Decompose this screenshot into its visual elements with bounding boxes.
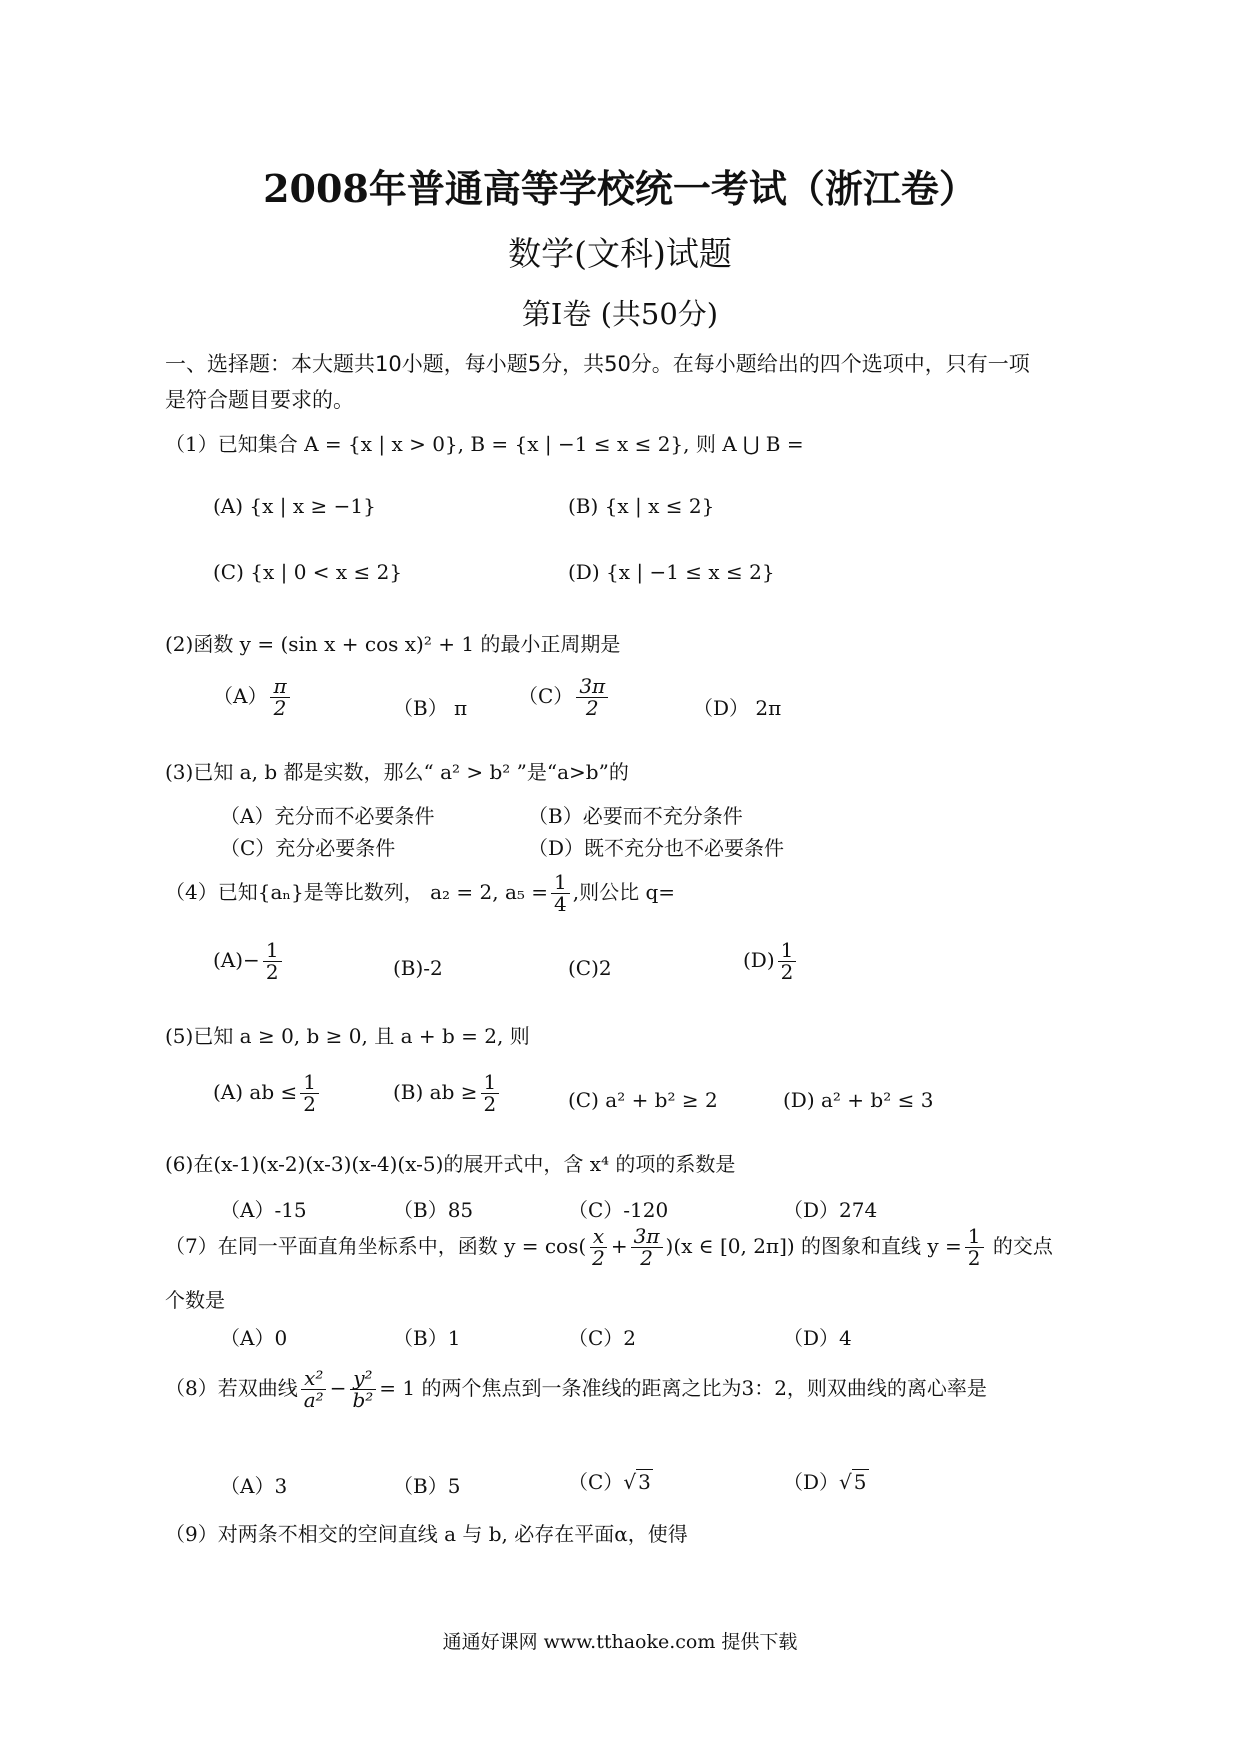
question-6-option-a: （A）-15 bbox=[220, 1198, 307, 1222]
question-1-option-c: (C) {x | 0 < x ≤ 2} bbox=[213, 560, 403, 584]
question-4-option-a-fraction bbox=[263, 940, 282, 983]
question-7-stem-end: 的交点 bbox=[986, 1234, 1053, 1258]
question-5-option-d: (D) a² + b² ≤ 3 bbox=[783, 1088, 934, 1112]
question-4-stem bbox=[165, 872, 675, 915]
question-4-option-a bbox=[213, 940, 285, 983]
question-8-option-a: （A）3 bbox=[220, 1474, 288, 1498]
question-7-fraction-2 bbox=[631, 1226, 663, 1269]
part-heading: 第Ⅰ卷 (共50分) bbox=[521, 297, 719, 331]
question-3-option-a: （A）充分而不必要条件 bbox=[220, 804, 435, 828]
question-8-fraction-1 bbox=[301, 1368, 327, 1411]
question-4-option-d-label: (D) bbox=[743, 948, 775, 972]
question-9-stem: （9）对两条不相交的空间直线 a 与 b, 必存在平面α，使得 bbox=[165, 1522, 688, 1546]
fraction-denominator: 2 bbox=[592, 1246, 605, 1270]
question-5-option-b-fraction bbox=[481, 1072, 500, 1115]
fraction-denominator: 4 bbox=[554, 892, 567, 916]
question-5-stem: (5)已知 a ≥ 0, b ≥ 0, 且 a + b = 2, 则 bbox=[165, 1024, 530, 1048]
question-6-option-d: （D）274 bbox=[783, 1198, 878, 1222]
fraction-denominator: 2 bbox=[303, 1092, 316, 1116]
page-footer: 通通好课网 www.tthaoke.com 提供下载 bbox=[442, 1631, 798, 1653]
fraction-denominator: 2 bbox=[483, 1092, 497, 1116]
fraction-numerator: y² bbox=[350, 1368, 375, 1390]
exam-title: 2008年普通高等学校统一考试（浙江卷） bbox=[263, 166, 977, 211]
question-7-fraction-1 bbox=[589, 1226, 608, 1269]
question-7-fraction-3 bbox=[965, 1226, 984, 1269]
sqrt-icon: √ 5 bbox=[839, 1470, 867, 1494]
exam-subtitle: 数学(文科)试题 bbox=[508, 234, 732, 273]
fraction-numerator: 1 bbox=[481, 1072, 500, 1094]
fraction-numerator: 1 bbox=[300, 1072, 319, 1094]
question-5-option-a-fraction bbox=[300, 1072, 319, 1115]
question-4-stem-start: （4）已知{aₙ}是等比数列， a₂ = 2, a₅ = bbox=[165, 880, 549, 904]
question-8-stem-end: = 1 的两个焦点到一条准线的距离之比为3：2，则双曲线的离心率是 bbox=[379, 1376, 987, 1400]
question-8-option-d bbox=[783, 1466, 869, 1495]
fraction-numerator: 3π bbox=[576, 676, 608, 698]
question-4-option-d bbox=[743, 940, 799, 983]
question-4-stem-end: ,则公比 q= bbox=[572, 880, 676, 904]
fraction-numerator: 3π bbox=[631, 1226, 663, 1248]
question-6-option-c: （C）-120 bbox=[568, 1198, 669, 1222]
fraction-denominator: 2 bbox=[273, 696, 287, 720]
question-8-option-b: （B）5 bbox=[393, 1474, 461, 1498]
question-5-option-a bbox=[213, 1072, 322, 1115]
question-7-option-d: （D）4 bbox=[783, 1326, 852, 1350]
question-2-option-c-fraction bbox=[576, 676, 608, 719]
question-5-option-a-label: (A) ab ≤ bbox=[213, 1080, 298, 1104]
fraction-denominator: 2 bbox=[640, 1246, 653, 1270]
question-8-fraction-2 bbox=[349, 1368, 376, 1411]
question-2-option-c-label: （C） bbox=[518, 684, 574, 708]
question-2-option-b: （B） π bbox=[393, 696, 468, 720]
question-4-option-c: (C)2 bbox=[568, 956, 612, 980]
question-2-option-a-fraction bbox=[270, 676, 289, 719]
question-1-option-d: (D) {x | −1 ≤ x ≤ 2} bbox=[568, 560, 775, 584]
question-8-stem bbox=[165, 1368, 987, 1411]
question-7-stem bbox=[165, 1226, 1053, 1269]
question-1-option-b: (B) {x | x ≤ 2} bbox=[568, 494, 715, 518]
fraction-numerator: 1 bbox=[965, 1226, 984, 1248]
fraction-denominator: 2 bbox=[967, 1246, 981, 1270]
fraction-denominator: 2 bbox=[585, 696, 599, 720]
question-7-option-c: （C）2 bbox=[568, 1326, 637, 1350]
fraction-numerator: π bbox=[270, 676, 289, 698]
question-4-option-b: (B)-2 bbox=[393, 956, 443, 980]
question-4-option-d-fraction bbox=[778, 940, 797, 983]
question-3-option-d: （D）既不充分也不必要条件 bbox=[528, 836, 785, 860]
question-5-option-c: (C) a² + b² ≥ 2 bbox=[568, 1088, 718, 1112]
question-7-option-a: （A）0 bbox=[220, 1326, 288, 1350]
question-6-option-b: （B）85 bbox=[393, 1198, 474, 1222]
question-4-stem-fraction bbox=[551, 872, 570, 915]
sqrt-icon: √ 3 bbox=[623, 1470, 651, 1494]
question-7-plus: + bbox=[610, 1234, 628, 1258]
question-3-option-c: （C）充分必要条件 bbox=[220, 836, 396, 860]
question-7-stem-line-2: 个数是 bbox=[165, 1288, 225, 1312]
question-5-option-b bbox=[393, 1072, 502, 1115]
question-2-option-c bbox=[518, 676, 611, 719]
radicand: 3 bbox=[638, 1470, 651, 1494]
radicand: 5 bbox=[853, 1470, 867, 1494]
question-8-option-c-label: （C） bbox=[568, 1470, 624, 1494]
fraction-denominator: 2 bbox=[265, 960, 279, 984]
section-instructions bbox=[165, 346, 1030, 418]
question-8-minus: − bbox=[329, 1376, 347, 1400]
question-7-option-b: （B）1 bbox=[393, 1326, 461, 1350]
question-4-option-a-label: (A)− bbox=[213, 948, 260, 972]
question-2-option-a bbox=[213, 676, 293, 719]
question-7-stem-start: （7）在同一平面直角坐标系中，函数 y = cos( bbox=[165, 1234, 587, 1258]
question-8-option-d-label: （D） bbox=[783, 1470, 840, 1494]
question-8-option-c bbox=[568, 1466, 653, 1495]
question-1-stem: （1）已知集合 A = {x | x > 0}, B = {x | −1 ≤ x ≤ 2}, 则 A ⋃ B = bbox=[165, 432, 804, 456]
fraction-numerator: 1 bbox=[263, 940, 282, 962]
fraction-denominator: a² bbox=[303, 1388, 324, 1412]
question-3-option-b: （B）必要而不充分条件 bbox=[528, 804, 743, 828]
question-2-option-d: （D） 2π bbox=[693, 696, 782, 720]
fraction-denominator: 2 bbox=[780, 960, 794, 984]
question-6-stem: (6)在(x-1)(x-2)(x-3)(x-4)(x-5)的展开式中，含 x⁴ 的项的系数是 bbox=[165, 1152, 736, 1176]
question-3-stem: (3)已知 a, b 都是实数，那么“ a² > b² ”是“a>b”的 bbox=[165, 760, 629, 784]
fraction-denominator: b² bbox=[352, 1388, 374, 1412]
instructions-line-1: 一、选择题：本大题共10小题，每小题5分，共50分。在每小题给出的四个选项中，只有一项 bbox=[165, 352, 1030, 376]
question-1-option-a: (A) {x | x ≥ −1} bbox=[213, 494, 376, 518]
question-8-stem-start: （8）若双曲线 bbox=[165, 1376, 298, 1400]
question-2-stem: (2)函数 y = (sin x + cos x)² + 1 的最小正周期是 bbox=[165, 632, 621, 656]
fraction-numerator: 1 bbox=[551, 872, 570, 894]
question-5-option-b-label: (B) ab ≥ bbox=[393, 1080, 478, 1104]
fraction-numerator: 1 bbox=[778, 940, 797, 962]
question-7-stem-middle: )(x ∈ [0, 2π]) 的图象和直线 y = bbox=[665, 1234, 962, 1258]
question-2-option-a-label: （A） bbox=[213, 684, 268, 708]
fraction-numerator: x bbox=[590, 1226, 607, 1248]
fraction-numerator: x² bbox=[301, 1368, 326, 1390]
instructions-line-2: 是符合题目要求的。 bbox=[165, 388, 354, 412]
